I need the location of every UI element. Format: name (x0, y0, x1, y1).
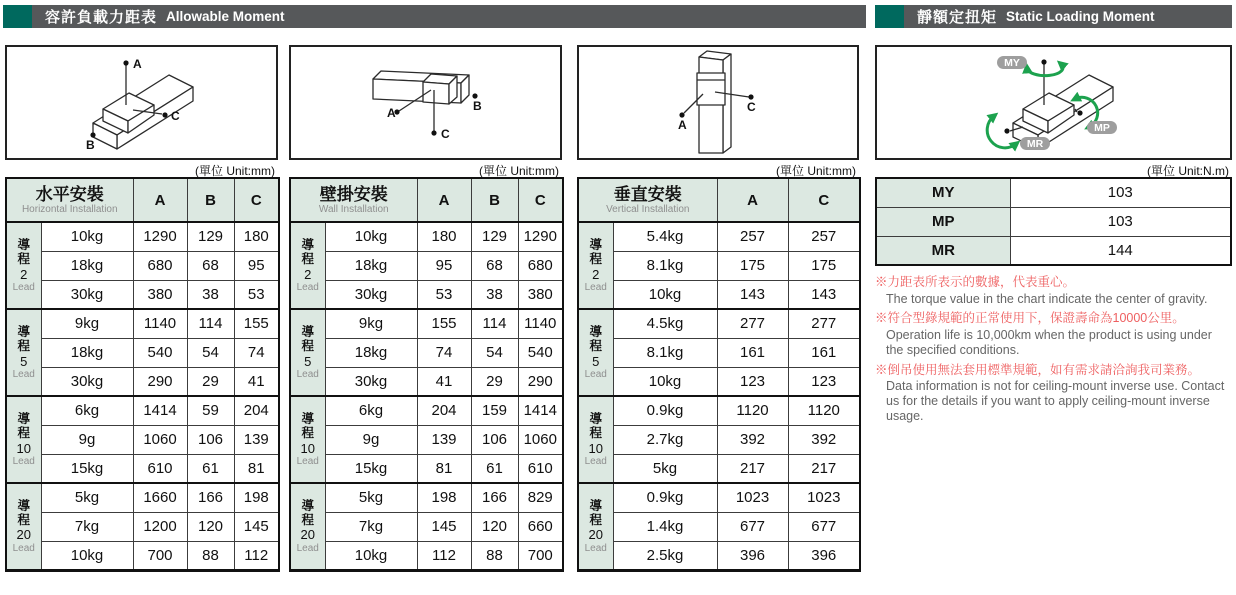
lead-label-en: Lead (584, 542, 607, 554)
table-cell: 8.1kg (613, 338, 717, 367)
column-header-a: A (133, 178, 187, 222)
lead-number: 10 (300, 440, 315, 456)
lead-number: 20 (588, 527, 603, 543)
table-row (578, 396, 860, 425)
table-row (578, 512, 860, 541)
moment-key-cell: MY (876, 178, 1010, 207)
table-cell: 175 (788, 251, 860, 280)
lead-label-en: Lead (296, 456, 319, 468)
lead-number: 10 (16, 440, 31, 456)
table-cell: 9g (41, 425, 133, 454)
table-cell: 74 (234, 338, 279, 367)
lead-group-cell (6, 309, 41, 396)
table-row (578, 280, 860, 309)
lead-label-zh: 導程 (301, 237, 314, 267)
footnote-zh: ※力距表所表示的數據，代表重心。 (875, 275, 1076, 289)
table-cell: 180 (234, 222, 279, 251)
table-cell: 10kg (41, 222, 133, 251)
lead-label-en: Lead (584, 456, 607, 468)
moment-value-cell: 103 (1010, 207, 1231, 236)
table-header-row (6, 178, 279, 222)
table-cell: 18kg (325, 251, 417, 280)
table-cell: 155 (417, 309, 471, 338)
lead-group-cell (290, 222, 325, 309)
table-cell: 10kg (325, 541, 417, 570)
table-cell: 2.5kg (613, 541, 717, 570)
table-cell: 2.7kg (613, 425, 717, 454)
lead-label-zh: 導程 (589, 324, 602, 354)
table-cell: 29 (187, 367, 234, 396)
lead-number: 2 (592, 266, 600, 282)
table-cell: 143 (717, 280, 788, 309)
table-row (6, 222, 279, 251)
table-cell: 41 (417, 367, 471, 396)
moment-c-label: C (747, 100, 756, 114)
table-title-en: Horizontal Installation (21, 203, 118, 215)
lead-number: 2 (20, 266, 28, 282)
footnote-zh: ※倒吊使用無法套用標準規範，如有需求請洽詢我司業務。 (875, 362, 1201, 377)
table-cell: 277 (717, 309, 788, 338)
table-title-en: Wall Installation (318, 203, 389, 215)
table-cell: 139 (417, 425, 471, 454)
table-cell: 41 (234, 367, 279, 396)
table-row (578, 483, 860, 512)
column-header-c: C (518, 178, 563, 222)
table-row (6, 483, 279, 512)
table-row (6, 280, 279, 309)
table-cell: 95 (234, 251, 279, 280)
table-cell: 120 (471, 512, 518, 541)
vertical-installation-diagram (577, 45, 859, 160)
table-row (876, 207, 1231, 236)
lead-label-zh: 導程 (589, 498, 602, 527)
footnotes (875, 275, 1232, 423)
table-title-cell (290, 178, 417, 222)
table-row (290, 541, 563, 570)
column-header-c: C (788, 178, 860, 222)
lead-group-cell (290, 309, 325, 396)
moment-b-label: B (473, 99, 482, 113)
table-cell: 159 (471, 396, 518, 425)
table-cell: 38 (471, 280, 518, 309)
lead-group-cell (578, 396, 613, 483)
lead-label-en: Lead (296, 369, 319, 381)
unit-label-mm: (單位 Unit:mm) (479, 164, 559, 178)
table-cell: 1120 (717, 396, 788, 425)
horizontal-installation-column (5, 45, 278, 572)
section-title-zh: 靜額定扭矩 (917, 9, 998, 26)
column-header-a: A (417, 178, 471, 222)
vertical-installation-table (577, 177, 861, 572)
table-row (6, 541, 279, 570)
table-cell: 155 (234, 309, 279, 338)
lead-label-en: Lead (12, 456, 35, 468)
lead-label-en: Lead (584, 282, 607, 294)
table-cell: 30kg (325, 280, 417, 309)
static-loading-moment-column (875, 45, 1232, 423)
table-cell: 53 (234, 280, 279, 309)
table-cell: 30kg (41, 280, 133, 309)
moment-a-label: A (387, 106, 396, 120)
table-row (876, 178, 1231, 207)
table-cell: 8.1kg (613, 251, 717, 280)
table-cell: 5kg (325, 483, 417, 512)
table-row (290, 483, 563, 512)
column-header-c: C (234, 178, 279, 222)
vertical-installation-column (577, 45, 859, 572)
horizontal-installation-table (5, 177, 280, 572)
teal-accent-square (875, 5, 904, 28)
lead-group-cell (578, 309, 613, 396)
wall-installation-table (289, 177, 564, 572)
lead-label-en: Lead (296, 542, 319, 554)
table-cell: 1060 (518, 425, 563, 454)
section-header-static-loading-moment (875, 5, 1232, 28)
rail-isometric-diagram (7, 47, 276, 158)
table-cell: 114 (471, 309, 518, 338)
moment-key-cell: MP (876, 207, 1010, 236)
table-header-row (578, 178, 860, 222)
table-cell: 10kg (325, 222, 417, 251)
table-row (290, 367, 563, 396)
table-cell: 540 (518, 338, 563, 367)
table-cell: 396 (717, 541, 788, 570)
moment-value-cell: 144 (1010, 236, 1231, 265)
wall-installation-column (289, 45, 562, 572)
lead-label-zh: 導程 (589, 237, 602, 267)
table-row (6, 454, 279, 483)
lead-number: 20 (16, 527, 31, 543)
lead-number: 2 (304, 266, 312, 282)
moment-a-label: A (133, 57, 142, 71)
table-cell: 10kg (41, 541, 133, 570)
table-cell: 61 (471, 454, 518, 483)
table-cell: 123 (717, 367, 788, 396)
lead-number: 20 (300, 527, 315, 543)
table-cell: 59 (187, 396, 234, 425)
table-cell: 81 (417, 454, 471, 483)
table-cell: 1660 (133, 483, 187, 512)
table-cell: 610 (133, 454, 187, 483)
moment-axes-diagram (877, 47, 1230, 158)
moment-c-label: C (441, 127, 450, 141)
table-cell: 38 (187, 280, 234, 309)
table-cell: 112 (417, 541, 471, 570)
table-cell: 1290 (518, 222, 563, 251)
table-cell: 9kg (41, 309, 133, 338)
table-cell: 1023 (788, 483, 860, 512)
table-cell: 139 (234, 425, 279, 454)
table-cell: 129 (187, 222, 234, 251)
table-row (6, 396, 279, 425)
table-cell: 1290 (133, 222, 187, 251)
table-row (6, 512, 279, 541)
unit-label-nm: (單位 Unit:N.m) (1147, 164, 1229, 178)
table-cell: 175 (717, 251, 788, 280)
table-cell: 18kg (325, 338, 417, 367)
table-row (578, 251, 860, 280)
table-row (290, 222, 563, 251)
table-cell: 145 (417, 512, 471, 541)
table-row (578, 222, 860, 251)
table-cell: 1140 (133, 309, 187, 338)
table-row (6, 309, 279, 338)
table-row (290, 425, 563, 454)
table-cell: 129 (471, 222, 518, 251)
table-cell: 680 (518, 251, 563, 280)
table-cell: 123 (788, 367, 860, 396)
table-cell: 257 (788, 222, 860, 251)
lead-number: 10 (588, 440, 603, 456)
moment-b-label: B (86, 138, 95, 152)
table-cell: 88 (471, 541, 518, 570)
table-cell: 15kg (41, 454, 133, 483)
table-cell: 15kg (325, 454, 417, 483)
lead-group-cell (290, 483, 325, 570)
table-cell: 145 (234, 512, 279, 541)
static-moment-diagram (875, 45, 1232, 160)
table-cell: 81 (234, 454, 279, 483)
table-header-row (290, 178, 563, 222)
table-row (578, 367, 860, 396)
teal-accent-square (3, 5, 32, 28)
table-cell: 540 (133, 338, 187, 367)
table-cell: 217 (788, 454, 860, 483)
table-row (876, 236, 1231, 265)
table-cell: 1060 (133, 425, 187, 454)
table-cell: 61 (187, 454, 234, 483)
lead-label-zh: 導程 (301, 324, 314, 354)
table-cell: 68 (187, 251, 234, 280)
table-cell: 9kg (325, 309, 417, 338)
rail-side-diagram (291, 47, 560, 158)
table-cell: 700 (133, 541, 187, 570)
table-cell: 10kg (613, 367, 717, 396)
table-cell: 610 (518, 454, 563, 483)
unit-label-mm: (單位 Unit:mm) (195, 164, 275, 178)
table-cell: 1414 (518, 396, 563, 425)
table-cell: 217 (717, 454, 788, 483)
table-cell: 0.9kg (613, 483, 717, 512)
moment-key-cell: MR (876, 236, 1010, 265)
lead-group-cell (578, 483, 613, 570)
footnote-en: Data information is not for ceiling-mount inverse use. Contact us for the details if you want to apply ceiling-mount inverse usage. (886, 379, 1225, 423)
table-cell: 74 (417, 338, 471, 367)
table-row (290, 512, 563, 541)
lead-label-zh: 導程 (589, 411, 602, 441)
lead-group-cell (6, 396, 41, 483)
table-row (6, 367, 279, 396)
table-cell: 106 (187, 425, 234, 454)
table-cell: 7kg (41, 512, 133, 541)
moment-mp-label: MP (1094, 122, 1110, 134)
table-row (290, 396, 563, 425)
table-cell: 5kg (41, 483, 133, 512)
table-cell: 106 (471, 425, 518, 454)
footnote-zh: ※符合型錄規範的正常使用下，保證壽命為10000公里。 (875, 311, 1185, 326)
moment-my-label: MY (1004, 57, 1020, 69)
table-cell: 120 (187, 512, 234, 541)
table-cell: 829 (518, 483, 563, 512)
moment-value-cell: 103 (1010, 178, 1231, 207)
section-title-en: Static Loading Moment (1006, 9, 1155, 24)
table-cell: 680 (133, 251, 187, 280)
table-cell: 198 (417, 483, 471, 512)
table-cell: 9g (325, 425, 417, 454)
table-cell: 396 (788, 541, 860, 570)
table-title-zh: 垂直安裝 (613, 185, 682, 205)
table-cell: 677 (717, 512, 788, 541)
table-cell: 1120 (788, 396, 860, 425)
lead-label-en: Lead (12, 542, 35, 554)
lead-group-cell (578, 222, 613, 309)
lead-label-en: Lead (12, 282, 35, 294)
table-title-cell (6, 178, 133, 222)
table-cell: 18kg (41, 251, 133, 280)
section-title-en: Allowable Moment (166, 9, 285, 24)
table-cell: 30kg (325, 367, 417, 396)
footnote-en: Operation life is 10,000km when the product is using under the specified conditions. (886, 328, 1212, 357)
table-row (290, 454, 563, 483)
table-cell: 660 (518, 512, 563, 541)
table-cell: 198 (234, 483, 279, 512)
section-title-zh: 容許負載力距表 (45, 9, 158, 26)
table-title-zh: 壁掛安裝 (319, 185, 388, 205)
table-row (290, 309, 563, 338)
table-row (290, 280, 563, 309)
table-cell: 204 (234, 396, 279, 425)
lead-label-zh: 導程 (17, 237, 30, 267)
unit-label-mm: (單位 Unit:mm) (776, 164, 856, 178)
table-cell: 277 (788, 309, 860, 338)
lead-label-zh: 導程 (17, 411, 30, 441)
lead-number: 5 (304, 353, 312, 369)
table-cell: 114 (187, 309, 234, 338)
table-cell: 4.5kg (613, 309, 717, 338)
lead-label-en: Lead (584, 369, 607, 381)
table-cell: 143 (788, 280, 860, 309)
moment-mr-label: MR (1026, 138, 1044, 150)
table-cell: 257 (717, 222, 788, 251)
lead-label-zh: 導程 (17, 324, 30, 354)
table-cell: 54 (471, 338, 518, 367)
wall-installation-diagram (289, 45, 562, 160)
table-cell: 5.4kg (613, 222, 717, 251)
lead-number: 5 (592, 353, 600, 369)
table-row (578, 541, 860, 570)
table-cell: 392 (788, 425, 860, 454)
table-cell: 380 (133, 280, 187, 309)
table-cell: 6kg (41, 396, 133, 425)
table-cell: 1140 (518, 309, 563, 338)
table-cell: 290 (518, 367, 563, 396)
table-cell: 88 (187, 541, 234, 570)
lead-label-zh: 導程 (301, 498, 314, 527)
table-cell: 392 (717, 425, 788, 454)
table-cell: 7kg (325, 512, 417, 541)
table-cell: 53 (417, 280, 471, 309)
lead-label-en: Lead (12, 369, 35, 381)
table-cell: 68 (471, 251, 518, 280)
table-cell: 30kg (41, 367, 133, 396)
table-row (578, 309, 860, 338)
table-cell: 700 (518, 541, 563, 570)
table-row (6, 338, 279, 367)
static-loading-moment-table (875, 177, 1232, 266)
lead-group-cell (6, 483, 41, 570)
table-cell: 29 (471, 367, 518, 396)
table-cell: 54 (187, 338, 234, 367)
table-cell: 677 (788, 512, 860, 541)
table-cell: 166 (471, 483, 518, 512)
table-cell: 112 (234, 541, 279, 570)
table-row (6, 251, 279, 280)
table-row (290, 251, 563, 280)
lead-group-cell (290, 396, 325, 483)
footnote-en: The torque value in the chart indicate the center of gravity. (886, 291, 1208, 306)
table-cell: 161 (717, 338, 788, 367)
lead-label-zh: 導程 (301, 411, 314, 441)
table-cell: 380 (518, 280, 563, 309)
column-header-b: B (471, 178, 518, 222)
table-row (578, 454, 860, 483)
table-row (6, 425, 279, 454)
rail-vertical-diagram (579, 47, 857, 158)
table-cell: 1200 (133, 512, 187, 541)
table-cell: 18kg (41, 338, 133, 367)
table-title-zh: 水平安裝 (35, 185, 104, 205)
lead-label-en: Lead (296, 282, 319, 294)
table-title-cell (578, 178, 717, 222)
column-header-a: A (717, 178, 788, 222)
lead-group-cell (6, 222, 41, 309)
table-cell: 0.9kg (613, 396, 717, 425)
moment-a-label: A (678, 118, 687, 132)
table-cell: 1.4kg (613, 512, 717, 541)
table-cell: 10kg (613, 280, 717, 309)
table-cell: 161 (788, 338, 860, 367)
table-cell: 5kg (613, 454, 717, 483)
table-row (578, 425, 860, 454)
table-title-en: Vertical Installation (606, 203, 690, 215)
table-cell: 166 (187, 483, 234, 512)
column-header-b: B (187, 178, 234, 222)
moment-c-label: C (171, 109, 180, 123)
table-cell: 1414 (133, 396, 187, 425)
lead-label-zh: 導程 (17, 498, 30, 527)
table-cell: 204 (417, 396, 471, 425)
table-row (578, 338, 860, 367)
table-cell: 6kg (325, 396, 417, 425)
lead-number: 5 (20, 353, 28, 369)
table-cell: 290 (133, 367, 187, 396)
section-header-allowable-moment (3, 5, 866, 28)
table-cell: 95 (417, 251, 471, 280)
table-row (290, 338, 563, 367)
horizontal-installation-diagram (5, 45, 278, 160)
table-cell: 1023 (717, 483, 788, 512)
table-cell: 180 (417, 222, 471, 251)
